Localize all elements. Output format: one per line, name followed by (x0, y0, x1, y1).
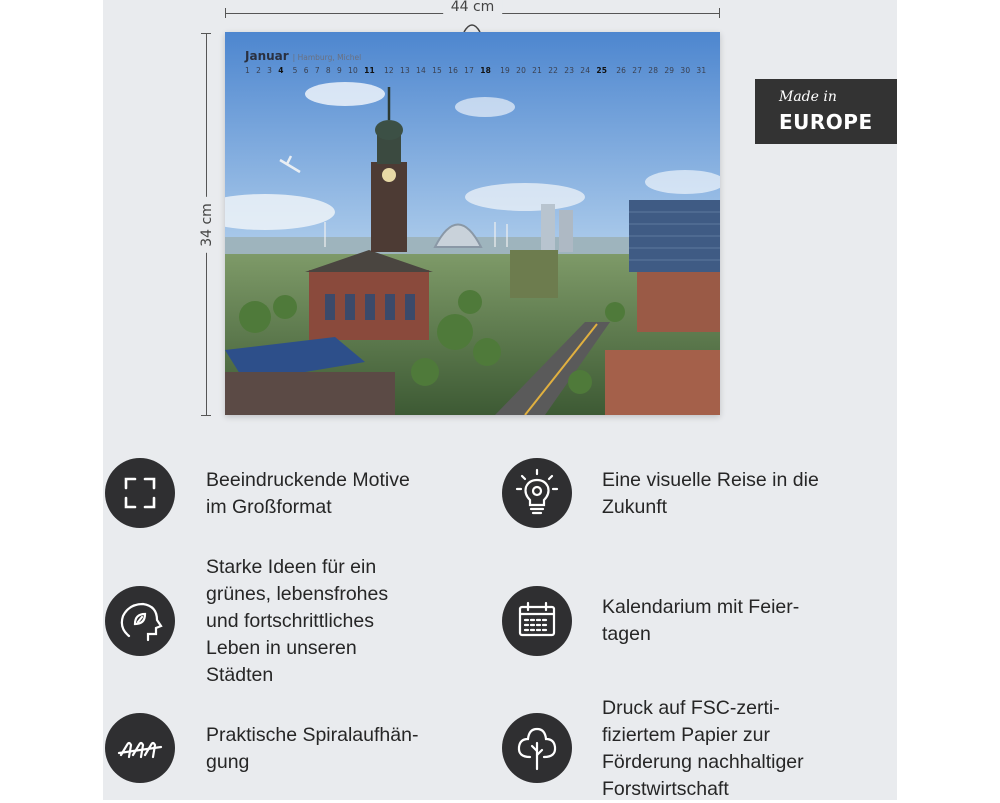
calendar-day: 17 (464, 66, 475, 75)
feature-text-spiral: Praktische Spiralaufhän- gung (206, 724, 419, 773)
calendar-day: 14 (416, 66, 426, 75)
calendar-day: 9 (336, 66, 342, 75)
calendar-day: 4 (278, 66, 284, 75)
calendar-day: 11 (364, 66, 375, 75)
wall-calendar-preview (225, 32, 720, 415)
calendar-day: 10 (348, 66, 358, 75)
feature-text-future-journey: Eine visuelle Reise in die Zukunft (602, 469, 819, 518)
calendar-header (245, 49, 361, 63)
tree-icon (502, 713, 572, 783)
calendar-day: 26 (616, 66, 627, 75)
feature-text-strong-ideas: Starke Ideen für ein grünes, lebensfrohes und fortschrittliches Leben in unseren Städten (206, 556, 389, 686)
feature-text-holidays: Kalendarium mit Feier- tagen (602, 596, 800, 645)
badge-script: Made in (779, 89, 837, 105)
calendar-icon (502, 586, 572, 656)
calendar-day: 30 (680, 66, 691, 75)
calendar-day: 15 (432, 66, 443, 75)
calendar-day: 24 (580, 66, 591, 75)
calendar-day: 7 (314, 66, 320, 75)
calendar-day: 20 (516, 66, 527, 75)
height-label: 34 cm (199, 197, 215, 253)
feature-text-large-format: Beeindruckende Motive im Großformat (206, 469, 410, 518)
calendar-day: 5 (292, 66, 298, 75)
calendar-day: 13 (399, 66, 410, 75)
made-in-europe-badge (755, 79, 897, 144)
calendar-day: 12 (383, 66, 394, 75)
frame-corners-icon (105, 458, 175, 528)
calendar-day: 3 (267, 66, 273, 75)
calendar-day: 23 (564, 66, 575, 75)
growth-idea-icon (105, 586, 175, 656)
calendar-day: 19 (500, 66, 511, 75)
calendar-day-row (245, 66, 712, 75)
calendar-day: 2 (256, 66, 262, 75)
location-caption: | Hamburg, Michel (292, 53, 362, 62)
calendar-day: 27 (632, 66, 643, 75)
calendar-day: 21 (532, 66, 543, 75)
calendar-day: 6 (303, 66, 309, 75)
calendar-day: 28 (648, 66, 659, 75)
badge-label: EUROPE (779, 110, 873, 134)
calendar-day: 18 (480, 66, 492, 75)
calendar-day: 22 (548, 66, 559, 75)
feature-text-fsc-paper: Druck auf FSC-zerti- fiziertem Papier zur Förderung nachhaltiger Forstwirtschaft (602, 697, 804, 800)
calendar-day: 25 (596, 66, 608, 75)
spiral-binding-icon (105, 713, 175, 783)
month-name: Januar (245, 49, 289, 63)
width-dimension (225, 0, 720, 20)
width-label: 44 cm (443, 0, 503, 15)
city-illustration (225, 32, 720, 415)
calendar-day: 31 (696, 66, 707, 75)
calendar-day: 8 (325, 66, 331, 75)
calendar-day: 1 (245, 66, 250, 75)
height-dimension (199, 33, 215, 416)
lightbulb-icon (502, 458, 572, 528)
calendar-day: 29 (664, 66, 675, 75)
calendar-day: 16 (448, 66, 459, 75)
